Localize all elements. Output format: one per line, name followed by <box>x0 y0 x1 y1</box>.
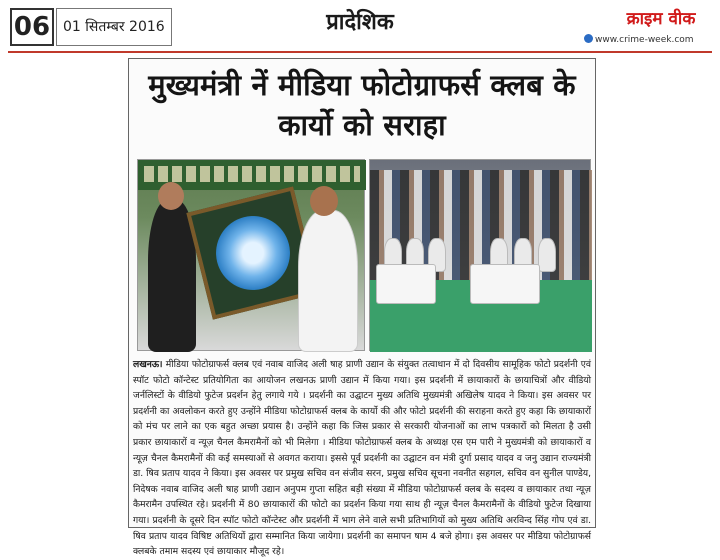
photo-cm-holding-frame <box>137 159 365 351</box>
website-url <box>584 34 716 45</box>
headline-line-1: मुख्यमंत्री नें मीडिया फोटोग्राफर्स क्लब के <box>148 68 576 102</box>
issue-date: 01 सितम्बर 2016 <box>56 8 172 46</box>
article-body <box>133 357 591 560</box>
website-url-text: www.crime-week.com <box>595 35 694 45</box>
section-title: प्रादेशिक <box>326 10 394 35</box>
person-figure <box>298 210 358 352</box>
article-text: मीडिया फोटोग्राफर्स क्लब एवं नवाब वाजिद अली षाह प्राणी उद्यान के संयुक्त तत्वाधान में दो दिवसीय सामूहिक फोटो प्रदर्शनी एवं स्पॉट फोटो कॉन्टेस्ट प्रतियोगिता का आयोजन लखनऊ प्राणी उद्यान में किया गया। इस प्रदर्शनी में छायाकारों के छायाचित्रों और वीडियो जर्नलिस्टों के वीडियो फुटेज प्रदर्शन हेतु लगाये गये । प्रदर्शनी का उद्घाटन मुख्य अतिथि मुख्यमंत्री अखिलेष यादव ने किया। इस अवसर पर प्रदर्शनी का अवलोकन करते हुए उन्होंने मीडिया फोटोग्राफर्स क्लब के कार्यो की और फोटो प्रदर्शनी की सराहना करते हुए कहा कि छायाकारों को मंच पर लाने का एक बहुत अच्छा प्रयास है। उन्होंने कहा कि जिस प्रकार से सरकारी योजनाओं का लाभ पत्रकारों को मिलता है उसी प्रकार छायाकारों व न्यूज़ चैनल कैमरामैनों को भी मिलेगा । मीडिया फोटोग्राफर्स क्लब के अध्यक्ष एस एम पारी ने मुख्यमंत्री को छायाकारों व न्यूज़ चैनल कैमरामैनों की कई समस्याओं से अवगत कराया। इससे पूर्व प्रदर्शनी का उद्घाटन वन मंत्री दुर्गा प्रसाद यादव व जनु उद्यान राज्यमंत्री डा. षिव प्रताप यादव ने किया। इस अवसर पर प्रमुख सचिव वन संजीव सरन, प्रमुख सचिव सूचना नवनीत सहगल, सचिव वन सुनील पाण्डेय, निदेषक नवाब वाजिद अली षाह प्राणी उद्यान अनुपम गुप्ता सहित बड़ी संख्या में मीडिया फोटोग्राफर्स क्लब के सदस्य व छायाकार तथा न्यूज़ कैमरामैन उपस्थित रहे। प्रदर्शनी में 80 छायाकारों की फोटो का प्रदर्शन किया गया साथ ही न्यूज़ चैनल कैमरामैनों के वीडियो फुटेज दिखाया गया। प्रदर्शनी के दूसरे दिन स्पॉट फोटो कॉन्टेस्ट और प्रदर्शनी में भाग लेने वाले सभी प्रतिभागियों को मुख्य अतिथि अरविन्द सिंह गोप एवं डा. षिव प्रताप यादव विषिष्ट अतिथियों द्वारा सम्मानित किया जायेगा। प्रदर्शनी का समापन षाम 4 बजे होगा। इस अवसर पर मीडिया फोटोग्राफर्स क्लबके तमाम सदस्य एवं छायाकार मौजूद रहे। <box>133 359 591 558</box>
article-headline <box>129 65 595 145</box>
globe-icon <box>584 34 593 43</box>
person-head <box>310 186 338 216</box>
headline-line-2: कार्यो को सराहा <box>278 108 446 142</box>
dateline: लखनऊ। <box>133 359 163 370</box>
table <box>470 264 540 304</box>
photo-group-event <box>369 159 591 351</box>
header-divider <box>8 51 712 53</box>
news-clipping <box>128 58 596 558</box>
table <box>376 264 436 304</box>
page-number: 06 <box>10 8 54 46</box>
brand-logo: क्राइम वीक <box>626 9 696 29</box>
page-header <box>0 0 720 56</box>
person-head <box>158 182 184 210</box>
